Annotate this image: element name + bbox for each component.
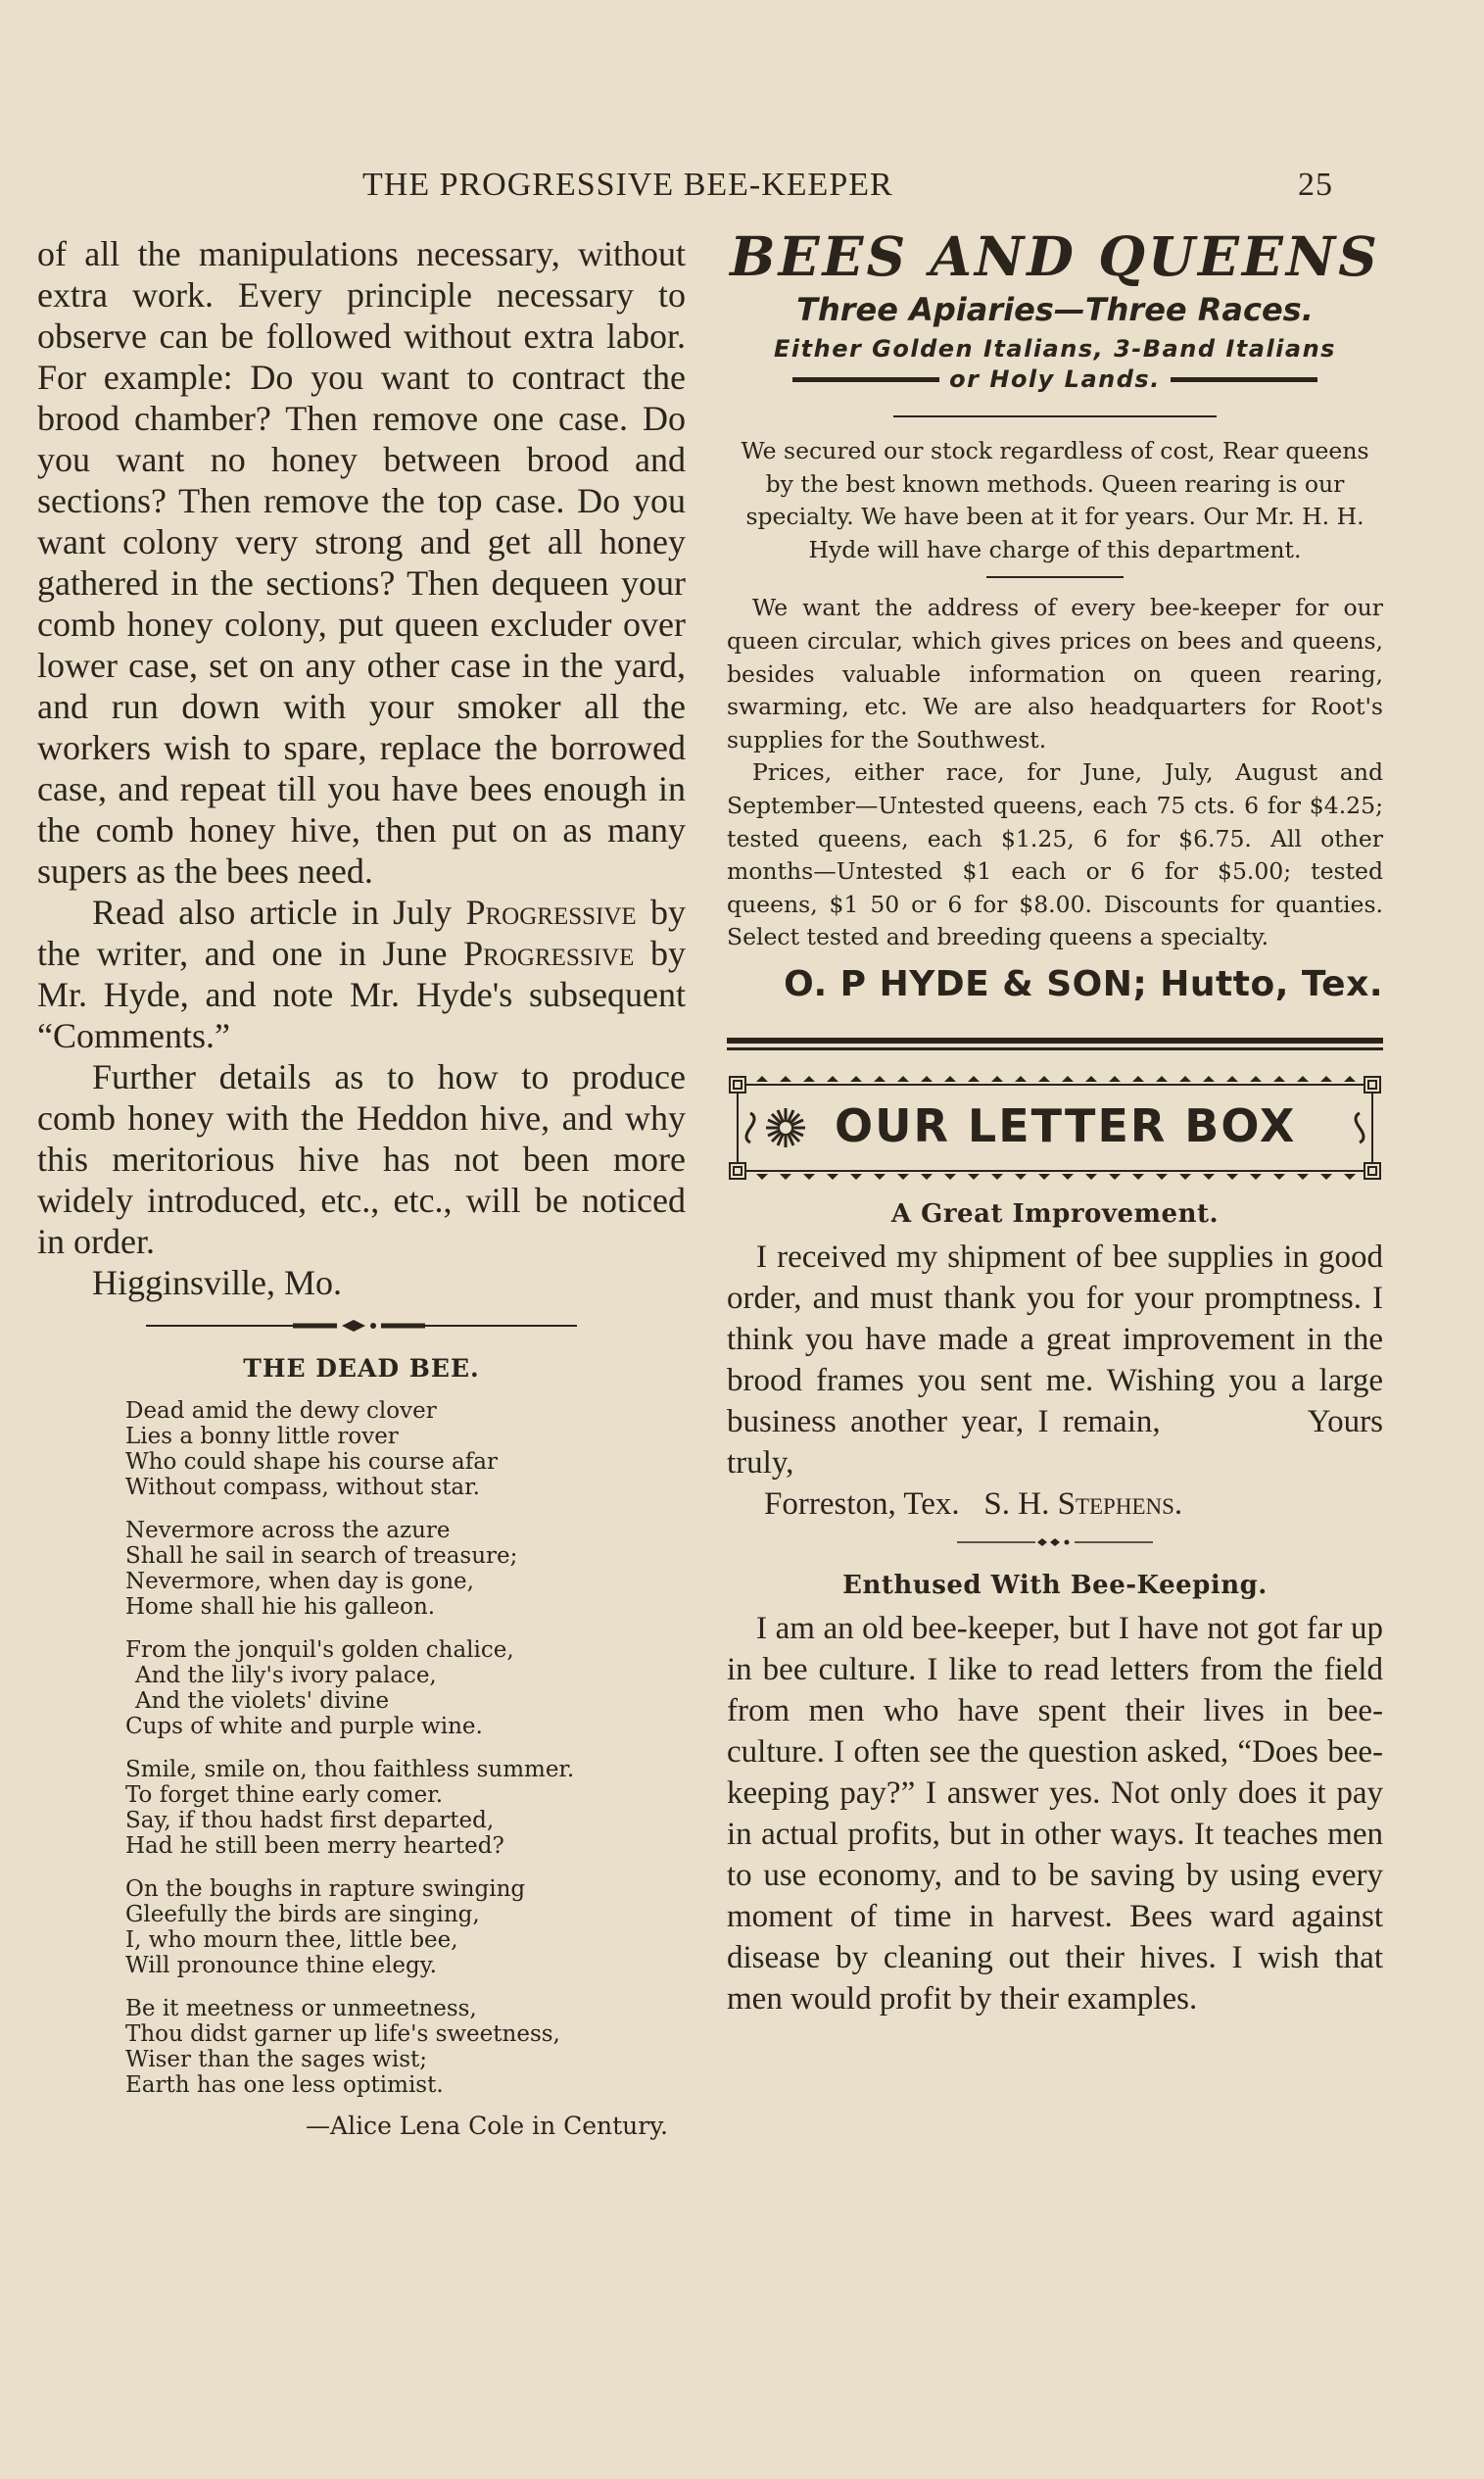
- ad-rule-right: [1171, 377, 1317, 382]
- poem-stanza: Smile, smile on, thou faithless summer. To forget thine early comer. Say, if thou hadst first departed, Had he still been merry hearted?: [125, 1757, 575, 1859]
- ad-divider: [893, 415, 1217, 417]
- journal-title: THE PROGRESSIVE BEE-KEEPER: [362, 167, 893, 203]
- article-signoff: Higginsville, Mo.: [92, 1263, 343, 1302]
- ad-address-paragraph: We want the address of every bee-keeper for our queen circular, which gives prices on bees and queens, besides valuable information on queen rearing, swarming, etc. We are also headquarters for Root's supplies for the Southwest.: [727, 594, 1383, 753]
- letter-body: I received my shipment of bee supplies in good order, and must thank you for your promptness. I think you have made a great improvement in the brood frames you sent me. Wishing you a large business another year, I remain, Yours truly,: [727, 1239, 1383, 1481]
- article-continuation-paragraph: of all the manipulations necessary, without extra work. Every principle necessary to observe can be followed without extra labor. For example: Do you want to contract the brood chamber? Then remove one case. Do you want no honey between brood and sections? Then remove the top case. Do you want colony very strong and get all honey gathered in the sections? Then dequeen your comb honey colony, put queen excluder over lower case, set on any other case in the yard, and run down with your smoker all the workers wish to spare, replace the borrowed case, and repeat till you have bees enough in the comb honey hive, then put on as many supers as the bees need.: [37, 234, 686, 891]
- letter-great-improvement: [727, 1199, 1383, 1525]
- ad-subtitle: Three Apiaries—Three Races.: [796, 291, 1314, 328]
- letter-closing: Yours truly,: [727, 1403, 1383, 1481]
- poem-stanza: On the boughs in rapture swinging Gleefully the birds are singing, I, who mourn thee, little bee, Will pronounce thine elegy.: [125, 1876, 526, 1978]
- ad-short-divider: [986, 576, 1124, 578]
- poem: [125, 1398, 686, 2098]
- poem-title: THE DEAD BEE.: [243, 1354, 480, 1383]
- letter-body: I am an old bee-keeper, but I have not got far up in bee culture. I like to read letters from the field from men who have spent their lives in bee-culture. I often see the question asked, “Does bee-keeping pay?” I answer yes. Not only does it pay in actual profits, but in other ways. It teaches men to use economy, and to be saving by using every moment of time in harvest. Bees ward against disease by cleaning out their hives. I wish that men would profit by their examples.: [727, 1610, 1383, 2017]
- ad-rule-left: [792, 377, 939, 382]
- ad-intro: We secured our stock regardless of cost, Rear queens by the best known methods. Queen rearing is our specialty. We have been at it for years. Our Mr. H. H. Hyde will have charge of this department.: [741, 437, 1369, 563]
- section-double-rule: [727, 1038, 1383, 1050]
- ad-prices-paragraph: Prices, either race, for June, July, August and September—Untested queens, each 75 cts. 6 for $4.25; tested queens, each $1.25, 6 for $6.75. All other months—Untested $1 each or 6 for $5.00; tested queens, $1 50 or 6 for $8.00. Discounts for quanties. Select tested and breeding queens a specialty.: [727, 758, 1383, 951]
- right-column: [727, 224, 1383, 2019]
- letter-signature: Forreston, Tex. S. H. Stephens.: [764, 1485, 1183, 1522]
- small-divider-ornament: [727, 1534, 1383, 1553]
- page-number: 25: [1298, 167, 1333, 203]
- ad-signature: O. P HYDE & SON; Hutto, Tex.: [784, 963, 1383, 1004]
- poem-stanza: From the jonquil's golden chalice, And the lily's ivory palace, And the violets' divine Cups of white and purple wine.: [125, 1637, 514, 1739]
- poem-stanza: Dead amid the dewy clover Lies a bonny little rover Who could shape his course afar Without compass, without star.: [125, 1398, 498, 1500]
- left-column: [37, 233, 686, 2140]
- divider-ornament: [146, 1315, 577, 1337]
- letter-heading: A Great Improvement.: [890, 1198, 1220, 1229]
- poem-credit: —Alice Lena Cole in Century.: [306, 2112, 668, 2140]
- ad-title: BEES AND QUEENS: [730, 224, 1380, 288]
- letter-box-title: OUR LETTER BOX: [835, 1098, 1297, 1152]
- bees-and-queens-ad: [727, 224, 1383, 1004]
- poem-stanza: Be it meetness or unmeetness, Thou didst garner up life's sweetness, Wiser than the sages wist; Earth has one less optimist.: [125, 1996, 560, 2098]
- letter-heading: Enthused With Bee-Keeping.: [842, 1570, 1268, 1600]
- ad-varieties-line-1: Either Golden Italians, 3-Band Italians: [774, 335, 1336, 363]
- letter-box-banner: [727, 1074, 1383, 1182]
- poem-stanza: Nevermore across the azure Shall he sail in search of treasure; Nevermore, when day is gone, Home shall hie his galleon.: [125, 1518, 518, 1620]
- further-details-paragraph: Further details as to how to produce comb honey with the Heddon hive, and why this meritorious hive has not been more widely introduced, etc., etc., will be noticed in order.: [37, 1057, 686, 1261]
- ad-varieties-line-2: or Holy Lands.: [727, 365, 1383, 394]
- read-also-paragraph: Read also article in July Progressive by the writer, and one in June Progressive by Mr. Hyde, and note Mr. Hyde's subsequent “Comments.”: [37, 893, 686, 1055]
- letter-enthused: [727, 1571, 1383, 2019]
